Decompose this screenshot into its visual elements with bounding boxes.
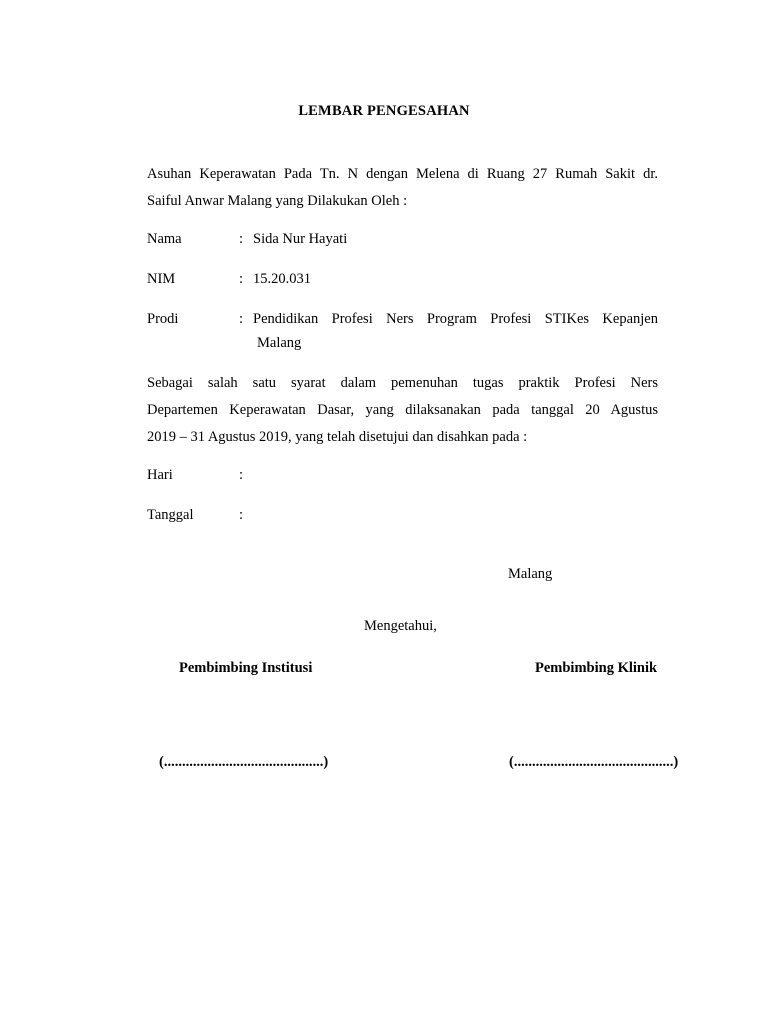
- field-nama-label: Nama: [147, 231, 182, 247]
- signatory-klinik-title: Pembimbing Klinik: [535, 660, 658, 676]
- body-line-3: 2019 – 31 Agustus 2019, yang telah disetujui dan disahkan pada :: [147, 429, 528, 445]
- field-nim-value: 15.20.031: [253, 271, 311, 287]
- field-prodi-label: Prodi: [147, 311, 179, 327]
- field-prodi-value-line-1: Pendidikan Profesi Ners Program Profesi STIKes Kepanjen: [253, 311, 658, 327]
- signature-line-institusi: (............................................): [159, 754, 329, 770]
- acknowledgement-text: Mengetahui,: [364, 618, 437, 634]
- document-title: LEMBAR PENGESAHAN: [298, 103, 470, 119]
- signatory-institusi-title: Pembimbing Institusi: [179, 660, 313, 676]
- body-line-1: Sebagai salah satu syarat dalam pemenuhan tugas praktik Profesi Ners: [147, 375, 658, 391]
- field-prodi-value-line-2: Malang: [257, 335, 302, 351]
- field-nim-label: NIM: [147, 271, 176, 287]
- field-nim-colon: :: [239, 271, 244, 287]
- signature-line-klinik: (............................................): [509, 754, 679, 770]
- body-line-2: Departemen Keperawatan Dasar, yang dilaksanakan pada tanggal 20 Agustus: [147, 402, 658, 418]
- intro-line-2: Saiful Anwar Malang yang Dilakukan Oleh :: [147, 193, 408, 209]
- field-tanggal-label: Tanggal: [147, 507, 194, 523]
- field-prodi: [147, 307, 658, 357]
- signing-city: Malang: [508, 566, 553, 582]
- intro-line-1: Asuhan Keperawatan Pada Tn. N dengan Melena di Ruang 27 Rumah Sakit dr.: [147, 166, 658, 182]
- field-hari-label: Hari: [147, 467, 173, 483]
- field-nama-colon: :: [239, 231, 244, 247]
- field-nama-value: Sida Nur Hayati: [253, 231, 348, 247]
- field-tanggal-colon: :: [239, 507, 244, 523]
- field-prodi-colon: :: [239, 311, 244, 327]
- field-hari-colon: :: [239, 467, 244, 483]
